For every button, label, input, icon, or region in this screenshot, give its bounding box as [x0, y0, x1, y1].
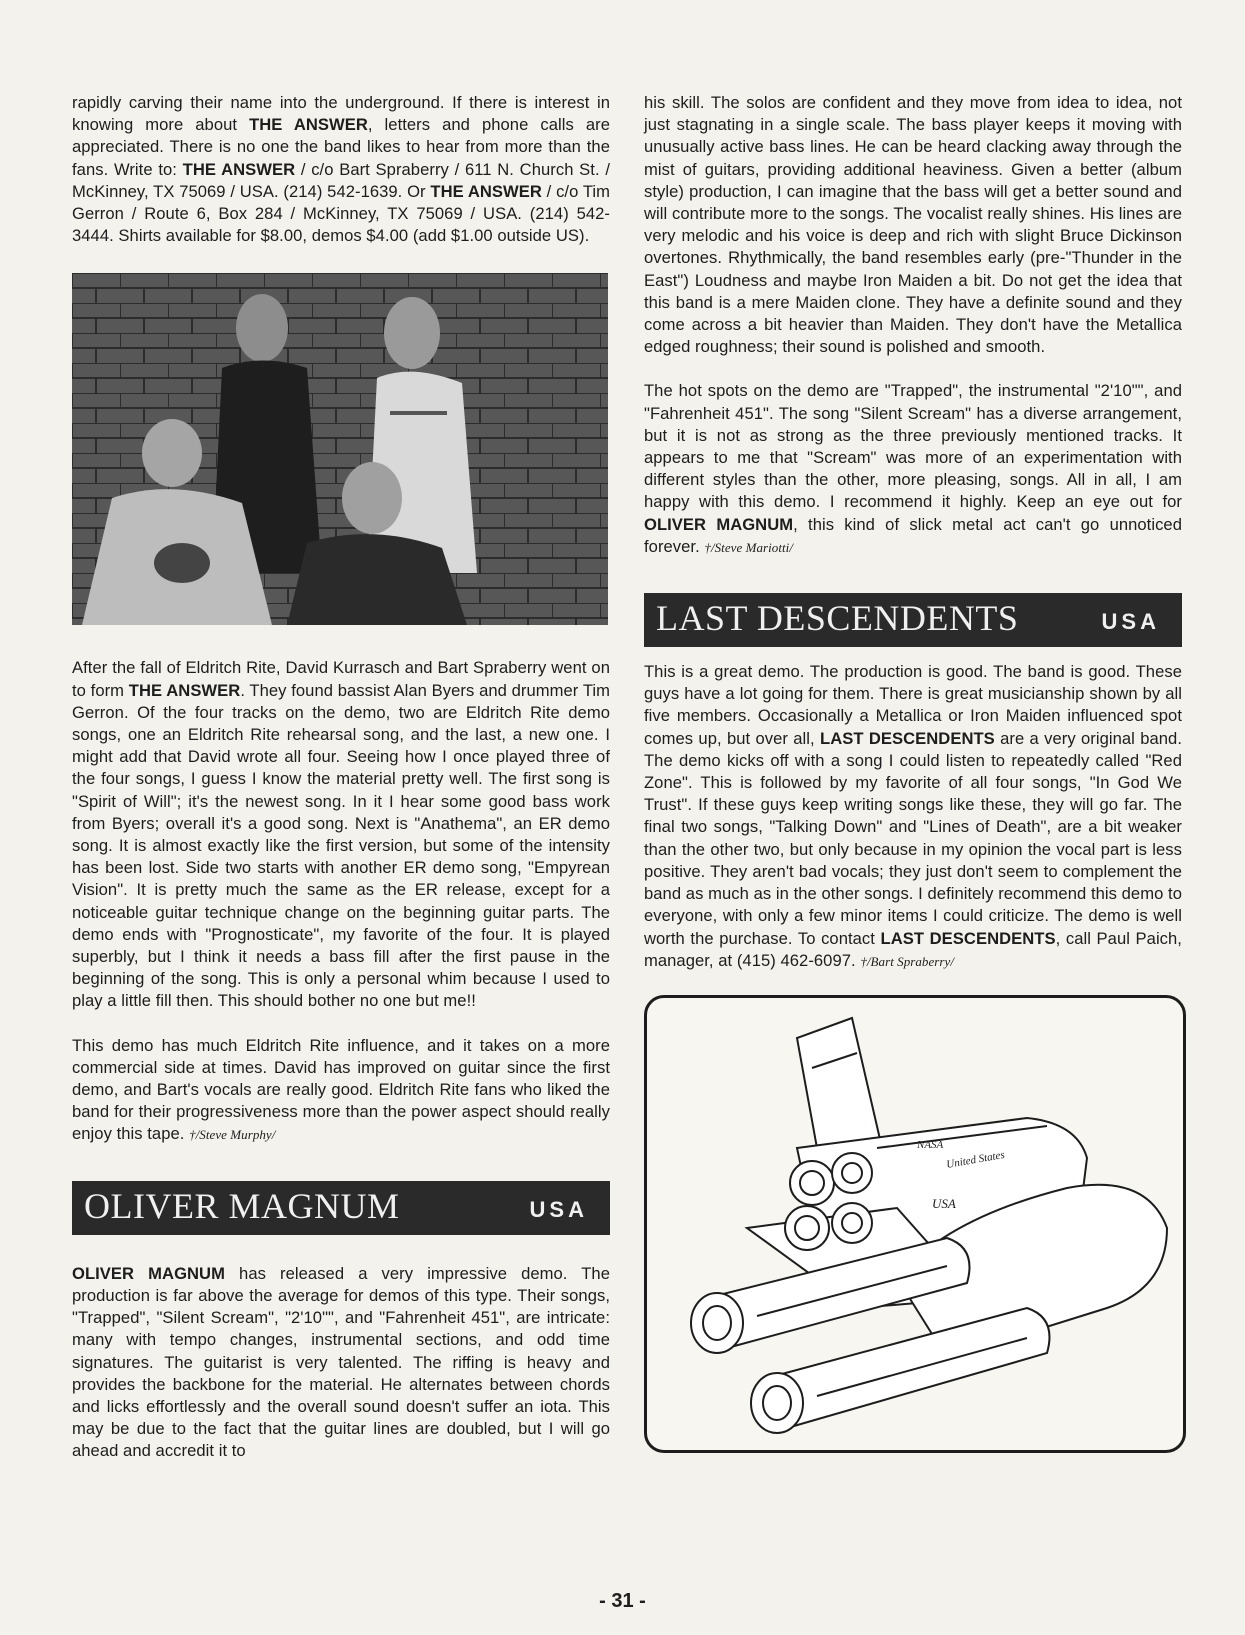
band-name-bold: LAST DESCENDENTS [880, 928, 1056, 948]
oliver-magnum-banner [72, 1181, 610, 1235]
banner-country: USA [1101, 609, 1160, 635]
band-name-bold: OLIVER MAGNUM [72, 1263, 225, 1283]
text-run: rapidly carving their name into the underground. If there is interest in knowing more about [72, 93, 610, 135]
page-number: - 31 - [599, 1590, 646, 1612]
last-descendents-review [644, 661, 1182, 973]
right-column [644, 92, 1182, 1453]
reviewer-signature: †/Steve Mariotti/ [704, 539, 793, 555]
oliver-magnum-hotspots [644, 380, 1182, 559]
text-run: / c/o Bart Spraberry / 611 N. Church St. / McKinney, TX 75069 / USA. (214) 542-1639. Or [72, 159, 610, 201]
answer-review-paragraph [72, 657, 610, 1012]
last-descendents-banner [644, 593, 1182, 647]
intro-paragraph [72, 92, 610, 247]
text-run: are a very original band. The demo kicks off with a song I could listen to repeatedly called "Red Zone". This is followed by my favorite of all four songs, "In God We Trust". If these guys keep writing songs like these, they will go far. The final two songs, "Talking Down" and "Lines of Death", are a bit weaker than the other two, but only because in my opinion the vocal part is less positive. They aren't bad vocals; they just don't seem to complement the band as much as in the other songs. I definitely recommend this demo to everyone, with only a few minor items I could criticize. The demo is well worth the purchase. To contact [644, 728, 1182, 948]
text-run: , letters and phone calls are appreciated. There is no one the band likes to hear from more than the fans. Write to: [72, 115, 610, 179]
reviewer-signature: †/Steve Murphy/ [189, 1127, 276, 1143]
space-shuttle-illustration [644, 995, 1186, 1453]
text-run: , this kind of slick metal act can't go unnoticed forever. [644, 514, 1182, 556]
band-name-bold: THE ANSWER [249, 115, 368, 135]
text-run: This demo has much Eldritch Rite influence, and it takes on a more commercial side at times. David has improved on guitar since the first demo, and Bart's vocals are really good. Eldritch Rite fans who liked the band for their progressiveness more than the power aspect should really enjoy this tape. [72, 1035, 610, 1144]
band-name-bold: THE ANSWER [182, 159, 296, 179]
band-photo [72, 273, 608, 625]
band-name-bold: OLIVER MAGNUM [644, 514, 794, 534]
shuttle-nasa-label: NASA [917, 1138, 944, 1151]
banner-band-name: LAST DESCENDENTS [656, 598, 1019, 639]
answer-review-closing [72, 1035, 610, 1147]
shuttle-usa-label: USA [932, 1195, 956, 1211]
band-name-bold: THE ANSWER [430, 181, 542, 201]
oliver-magnum-review [72, 1263, 610, 1463]
text-run: . They found bassist Alan Byers and drummer Tim Gerron. Of the four tracks on the demo, two are Eldritch Rite demo songs, one an Eldritch Rite rehearsal song, and the last, a new one. I might add that David wrote all four. Seeing how I once played three of the four songs, I guess I know the material pretty well. The first song is "Spirit of Will"; it's the newest song. In it I hear some good bass work from Byers; overall it's a good song. Next is "Anathema", an ER demo song. It is almost exactly like the first version, but some of the intensity has been lost. Side two starts with another ER demo song, "Empyrean Vision". It is pretty much the same as the ER release, except for a noticeable guitar technique change on the beginning guitar parts. The demo ends with "Prognosticate", my favorite of the four. It is played superbly, but I think it needs a bass fill after the first pause in the beginning of the song. This is only a personal whim because I used to play a little fill then. This should bother no one but me!! [72, 680, 610, 1011]
banner-country: USA [529, 1196, 588, 1222]
band-name-bold: THE ANSWER [128, 680, 241, 700]
text-run: his skill. The solos are confident and they move from idea to idea, not just stagnating in a single scale. The bass player keeps it moving with unusually active bass lines. He can be heard clacking away through the mist of guitars, providing additional heaviness. Given a better (album style) production, I can imagine that the bass will get a better sound and will contribute more to the songs. The vocalist really shines. His lines are very melodic and his voice is deep and rich with slight Bruce Dickinson overtones. Rhythmically, the band resembles early (pre-"Thunder in the East") Loudness and maybe Iron Maiden a bit. Do not get the idea that this band is a mere Maiden clone. They have a definite sound and they come across a bit heavier than Maiden. They don't have the Metallica edged roughness; their sound is polished and smooth. [644, 93, 1182, 357]
banner-band-name: OLIVER MAGNUM [84, 1185, 400, 1226]
band-name-bold: LAST DESCENDENTS [820, 728, 995, 748]
reviewer-signature: †/Bart Spraberry/ [860, 953, 954, 969]
shuttle-united-states-label: United States [945, 1148, 1006, 1171]
left-column [72, 92, 610, 1463]
text-run: , call Paul Paich, manager, at (415) 462-6097. [644, 928, 1182, 970]
text-run: has released a very impressive demo. The production is far above the average for demos of this type. Their songs, "Trapped", "Silent Scream", "2'10"", and "Fahrenheit 451", are intricate: many with tempo changes, instrumental sections, and odd time signatures. The guitarist is very talented. The riffing is heavy and provides the backbone for the material. He alternates between chords and licks effortlessly and the overall sound doesn't suffer an iota. This may be due to the fact that the guitar lines are doubled, but I will go ahead and accredit it to [72, 1263, 610, 1461]
text-run: This is a great demo. The production is good. The band is good. These guys have a lot going for them. There is great musicianship shown by all five members. Occasionally a Metallica or Iron Maiden influenced spot comes up, but over all, [644, 662, 1182, 748]
text-run: / c/o Tim Gerron / Route 6, Box 284 / McKinney, TX 75069 / USA. (214) 542-3444. Shirts available for $8.00, demos $4.00 (add $1.00 outside US). [72, 181, 610, 246]
space-shuttle-drawing [647, 998, 1183, 1450]
text-run: The hot spots on the demo are "Trapped", the instrumental "2'10"", and "Fahrenheit 451". The song "Silent Scream" has a diverse arrangement, but it is not as strong as the three previously mentioned tracks. It appears to me that "Scream" was more of an experimentation with different styles than the other, more pleasing, songs. All in all, I am happy with this demo. I recommend it highly. Keep an eye out for [644, 381, 1182, 512]
oliver-magnum-continued [644, 92, 1182, 358]
band-photo-image [72, 273, 608, 625]
text-run: After the fall of Eldritch Rite, David Kurrasch and Bart Spraberry went on to form [72, 658, 610, 700]
